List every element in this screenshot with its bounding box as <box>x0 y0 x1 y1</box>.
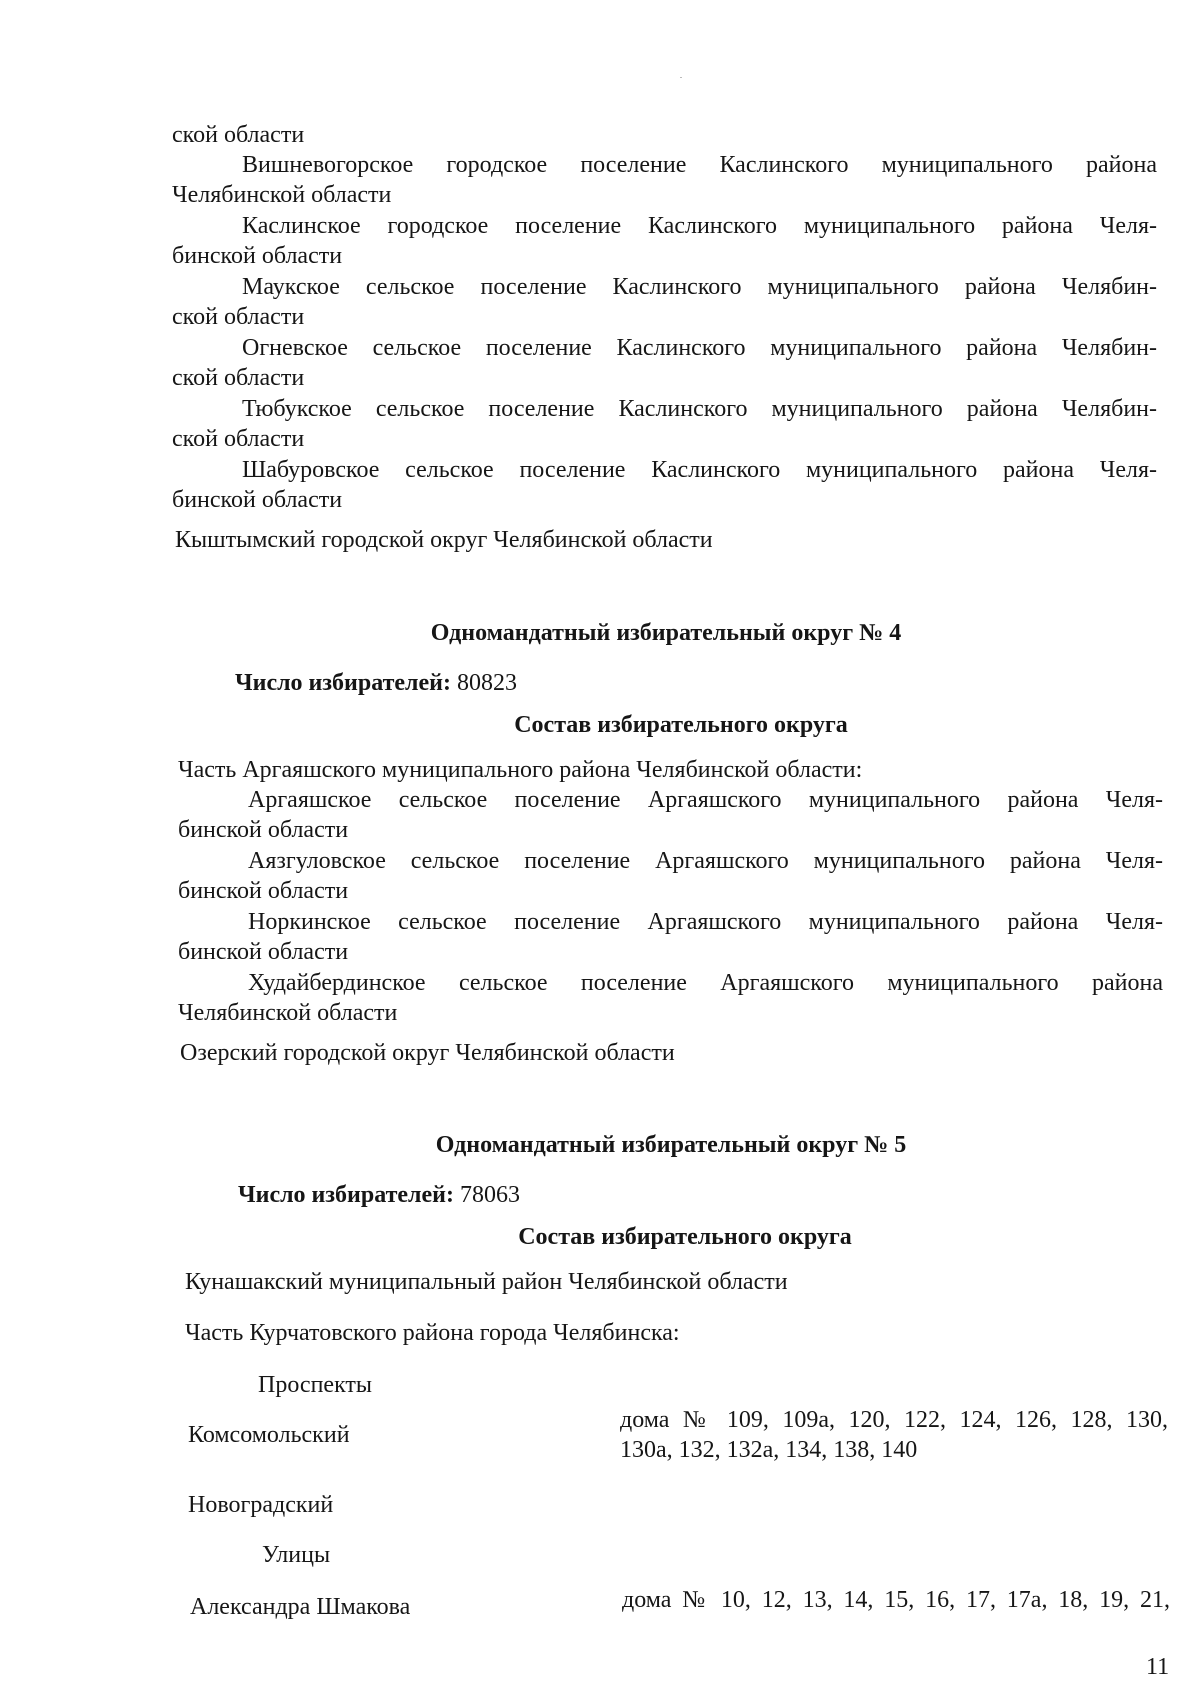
settlement-entry <box>172 333 1157 393</box>
scan-speck <box>680 77 682 78</box>
settlement-line-1: Шабуровское сельское поселение Каслинского муниципального района Челя- <box>242 457 1157 483</box>
prospects-label: Проспекты <box>258 1372 373 1398</box>
settlement-entry <box>178 785 1163 845</box>
settlement-entry <box>178 846 1163 906</box>
voters-label: Число избирателей: <box>238 1182 454 1208</box>
district-4-voters <box>235 668 517 698</box>
settlement-entry <box>172 455 1157 515</box>
settlement-line-2: ской области <box>172 304 305 330</box>
voters-label: Число избирателей: <box>235 670 451 696</box>
settlement-line-1: Тюбукское сельское поселение Каслинского муниципального района Челябин- <box>242 396 1157 422</box>
prospect-name: Новоградский <box>188 1492 334 1518</box>
voters-value: 80823 <box>456 670 517 696</box>
district-5-voters <box>238 1180 520 1210</box>
street-name: Александра Шмакова <box>190 1594 411 1620</box>
kyshtym-district: Кыштымский городской округ Челябинской области <box>175 527 713 553</box>
settlement-line-2: Челябинской области <box>172 182 392 208</box>
district-5-part-header: Часть Курчатовского района города Челябинска: <box>185 1320 680 1346</box>
settlement-line-1: Худайбердинское сельское поселение Аргаяшского муниципального района <box>248 970 1163 996</box>
voters-value: 78063 <box>459 1182 520 1208</box>
settlement-line-1: Норкинское сельское поселение Аргаяшского муниципального района Челя- <box>248 909 1163 935</box>
houses-line-1: дома № 109, 109а, 120, 122, 124, 126, 128, 130, <box>620 1407 1168 1433</box>
streets-label: Улицы <box>262 1542 331 1568</box>
settlement-line-2: бинской области <box>178 817 349 843</box>
settlement-line-1: Огневское сельское поселение Каслинского муниципального района Челябин- <box>242 335 1157 361</box>
settlement-line-2: бинской области <box>172 243 343 269</box>
settlement-line-2: бинской области <box>178 878 349 904</box>
settlement-line-2: ской области <box>172 365 305 391</box>
settlement-entry <box>172 150 1157 210</box>
settlement-entry <box>172 272 1157 332</box>
settlement-entry <box>178 907 1163 967</box>
settlement-entry <box>172 394 1157 454</box>
district-5-composition-title: Состав избирательного округа <box>518 1224 852 1250</box>
settlement-line-1: Аязгуловское сельское поселение Аргаяшского муниципального района Челя- <box>248 848 1163 874</box>
page-number: 11 <box>1146 1654 1170 1680</box>
settlement-entry <box>172 211 1157 271</box>
street-houses <box>622 1585 1170 1615</box>
settlement-line-1: Аргаяшское сельское поселение Аргаяшского муниципального района Челя- <box>248 787 1163 813</box>
continuation-text: ской области <box>172 122 305 148</box>
settlement-line-1: Маукское сельское поселение Каслинского муниципального района Челябин- <box>242 274 1157 300</box>
settlement-entry <box>178 968 1163 1028</box>
ozersk-district: Озерский городской округ Челябинской области <box>180 1040 675 1066</box>
settlement-line-1: Вишневогорское городское поселение Каслинского муниципального района <box>242 152 1157 178</box>
settlement-line-2: Челябинской области <box>178 1000 398 1026</box>
houses-line-1: дома № 10, 12, 13, 14, 15, 16, 17, 17а, 18, 19, 21, <box>622 1587 1170 1613</box>
settlement-line-1: Каслинское городское поселение Каслинского муниципального района Челя- <box>242 213 1157 239</box>
district-4-part-header: Часть Аргаяшского муниципального района Челябинской области: <box>178 757 863 783</box>
houses-line-2: 130а, 132, 132а, 134, 138, 140 <box>620 1437 918 1463</box>
settlement-line-2: бинской области <box>172 487 343 513</box>
district-4-composition-title: Состав избирательного округа <box>514 712 848 738</box>
kunashak-district: Кунашакский муниципальный район Челябинской области <box>185 1269 788 1295</box>
settlement-line-2: ской области <box>172 426 305 452</box>
settlement-line-2: бинской области <box>178 939 349 965</box>
prospect-name: Комсомольский <box>188 1422 350 1448</box>
district-5-title: Одномандатный избирательный округ № 5 <box>435 1132 907 1158</box>
district-4-title: Одномандатный избирательный округ № 4 <box>430 620 902 646</box>
prospect-houses <box>620 1405 1168 1465</box>
